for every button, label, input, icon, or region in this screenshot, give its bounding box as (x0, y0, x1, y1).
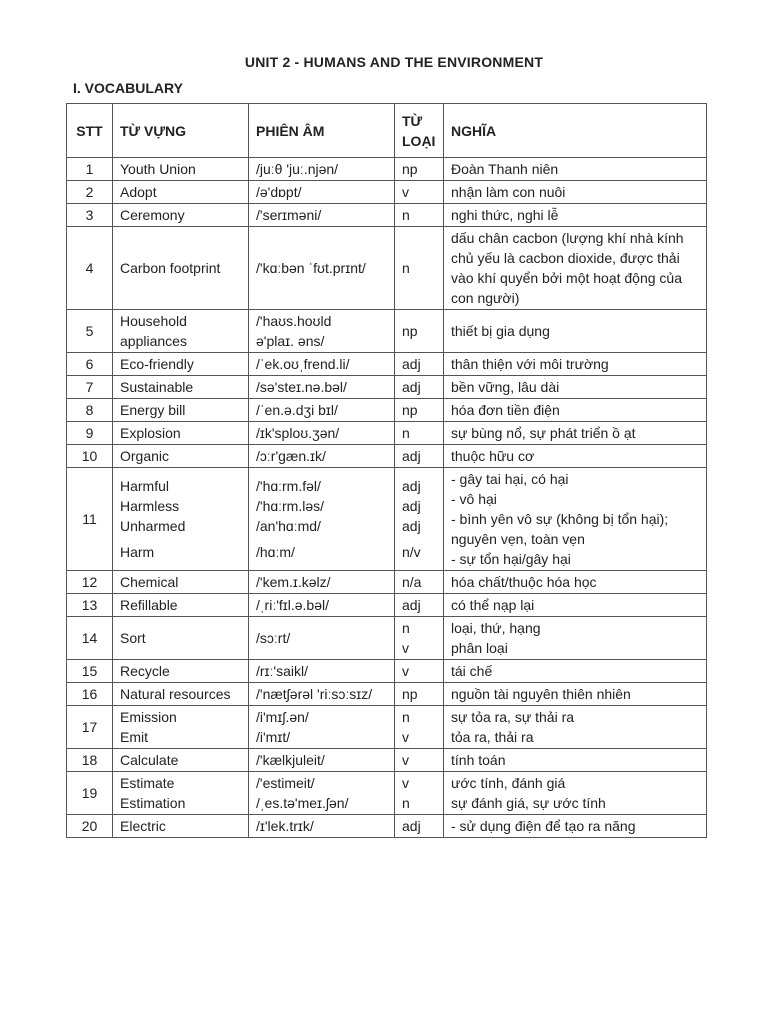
row-number: 4 (67, 227, 113, 310)
pos-cell (395, 749, 444, 772)
ipa-cell (249, 571, 395, 594)
pos-cell (395, 617, 444, 660)
pos-cell (395, 445, 444, 468)
part-of-speech: n/a (402, 574, 422, 590)
word-cell (113, 468, 249, 571)
table-header-row (67, 104, 707, 158)
phonetic-transcription: /ˈek.oʊˌfrend.li/ (256, 356, 350, 372)
vocab-word: Estimation (120, 795, 186, 811)
word-meaning: tái chế (451, 663, 493, 679)
meaning-cell (444, 749, 707, 772)
meaning-cell (444, 683, 707, 706)
phonetic-transcription: /'haʊs.hoʊld (256, 313, 332, 329)
row-number: 17 (67, 706, 113, 749)
word-cell (113, 181, 249, 204)
table-row (67, 815, 707, 838)
vocab-word: Youth Union (120, 161, 196, 177)
part-of-speech: n (402, 620, 410, 636)
pos-cell (395, 571, 444, 594)
pos-cell (395, 683, 444, 706)
word-cell (113, 815, 249, 838)
word-cell (113, 660, 249, 683)
section-title: I. VOCABULARY (73, 80, 183, 96)
meaning-cell (444, 310, 707, 353)
pos-cell (395, 227, 444, 310)
ipa-cell (249, 204, 395, 227)
header-ipa: PHIÊN ÂM (249, 104, 395, 158)
vocab-word: Eco-friendly (120, 356, 194, 372)
part-of-speech: n/v (402, 544, 421, 560)
word-meaning: thân thiện với môi trường (451, 356, 609, 372)
meaning-cell (444, 815, 707, 838)
phonetic-transcription: ə'plaɪ. əns/ (256, 333, 325, 349)
phonetic-transcription: /'hɑːrm.ləs/ (256, 498, 325, 514)
part-of-speech: adj (402, 597, 421, 613)
phonetic-transcription: /ˌriː'fɪl.ə.bəl/ (256, 597, 330, 613)
row-number: 20 (67, 815, 113, 838)
ipa-cell (249, 445, 395, 468)
row-number: 5 (67, 310, 113, 353)
pos-cell (395, 660, 444, 683)
word-meaning: hóa chất/thuộc hóa học (451, 574, 597, 590)
pos-cell (395, 204, 444, 227)
row-number: 8 (67, 399, 113, 422)
part-of-speech: np (402, 402, 418, 418)
row-number: 12 (67, 571, 113, 594)
meaning-cell (444, 594, 707, 617)
part-of-speech: n (402, 709, 410, 725)
row-number: 19 (67, 772, 113, 815)
header-word: TỪ VỰNG (113, 104, 249, 158)
row-number: 10 (67, 445, 113, 468)
ipa-cell (249, 749, 395, 772)
table-row (67, 445, 707, 468)
vocab-word: Household appliances (120, 313, 187, 349)
row-number: 18 (67, 749, 113, 772)
part-of-speech: np (402, 323, 418, 339)
header-pos: TỪ LOẠI (395, 104, 444, 158)
row-number: 13 (67, 594, 113, 617)
vocab-word: Ceremony (120, 207, 185, 223)
word-meaning: - vô hại (451, 491, 497, 507)
ipa-cell (249, 468, 395, 571)
word-meaning: loại, thứ, hạng (451, 620, 541, 636)
ipa-cell (249, 772, 395, 815)
phonetic-transcription: /'estimeit/ (256, 775, 315, 791)
ipa-cell (249, 617, 395, 660)
header-stt: STT (67, 104, 113, 158)
word-cell (113, 227, 249, 310)
phonetic-transcription: /'serɪməni/ (256, 207, 322, 223)
phonetic-transcription: /i'mɪt/ (256, 729, 291, 745)
pos-cell (395, 399, 444, 422)
ipa-cell (249, 683, 395, 706)
pos-cell (395, 376, 444, 399)
meaning-cell (444, 227, 707, 310)
vocab-word: Adopt (120, 184, 157, 200)
phonetic-transcription: /i'mɪʃ.ən/ (256, 709, 309, 725)
vocab-word: Explosion (120, 425, 181, 441)
header-meaning: NGHĨA (444, 104, 707, 158)
phonetic-transcription: /rɪː'saikl/ (256, 663, 308, 679)
word-meaning: có thể nạp lại (451, 597, 535, 613)
word-meaning: dấu chân cacbon (lượng khí nhà kính chủ yếu là cacbon dioxide, được thải vào khí quyển bởi một hoạt động của con người) (451, 230, 684, 306)
ipa-cell (249, 353, 395, 376)
part-of-speech: adj (402, 818, 421, 834)
row-number: 15 (67, 660, 113, 683)
row-number: 2 (67, 181, 113, 204)
phonetic-transcription: /sə'steɪ.nə.bəl/ (256, 379, 347, 395)
word-cell (113, 204, 249, 227)
word-meaning: - gây tai hại, có hại (451, 471, 569, 487)
word-cell (113, 376, 249, 399)
word-meaning: nhận làm con nuôi (451, 184, 566, 200)
pos-cell (395, 772, 444, 815)
meaning-cell (444, 772, 707, 815)
pos-cell (395, 310, 444, 353)
table-row (67, 468, 707, 571)
ipa-cell (249, 158, 395, 181)
phonetic-transcription: /juːθ 'juː.njən/ (256, 161, 339, 177)
table-row (67, 660, 707, 683)
row-number: 14 (67, 617, 113, 660)
meaning-cell (444, 204, 707, 227)
phonetic-transcription: /ˈen.ə.dʒi bɪl/ (256, 402, 338, 418)
pos-cell (395, 353, 444, 376)
table-row (67, 399, 707, 422)
meaning-cell (444, 445, 707, 468)
part-of-speech: v (402, 663, 409, 679)
word-cell (113, 594, 249, 617)
vocab-word: Sustainable (120, 379, 194, 395)
ipa-cell (249, 399, 395, 422)
meaning-cell (444, 468, 707, 571)
meaning-cell (444, 399, 707, 422)
word-meaning: thuộc hữu cơ (451, 448, 535, 464)
ipa-cell (249, 376, 395, 399)
phonetic-transcription: /'kem.ɪ.kəlz/ (256, 574, 331, 590)
word-meaning: - sử dụng điện để tạo ra năng (451, 818, 636, 834)
part-of-speech: v (402, 752, 409, 768)
word-meaning: ước tính, đánh giá (451, 775, 566, 791)
vocab-word: Sort (120, 630, 146, 646)
word-cell (113, 571, 249, 594)
meaning-cell (444, 571, 707, 594)
table-row (67, 706, 707, 749)
phonetic-transcription: /'hɑːrm.fəl/ (256, 478, 321, 494)
word-meaning: sự đánh giá, sự ước tính (451, 795, 606, 811)
word-cell (113, 353, 249, 376)
vocab-word: Energy bill (120, 402, 186, 418)
pos-cell (395, 468, 444, 571)
pos-cell (395, 706, 444, 749)
word-cell (113, 683, 249, 706)
word-meaning: nguồn tài nguyên thiên nhiên (451, 686, 631, 702)
vocab-word: Electric (120, 818, 166, 834)
vocab-word: Harmless (120, 498, 180, 514)
part-of-speech: v (402, 729, 409, 745)
phonetic-transcription: /'kɑːbən ˈfʊt.prɪnt/ (256, 260, 366, 276)
table-row (67, 158, 707, 181)
part-of-speech: n (402, 207, 410, 223)
word-meaning: bền vững, lâu dài (451, 379, 560, 395)
page-title: UNIT 2 - HUMANS AND THE ENVIRONMENT (244, 54, 544, 70)
part-of-speech: adj (402, 498, 421, 514)
table-row (67, 749, 707, 772)
vocab-word: Emit (120, 729, 148, 745)
ipa-cell (249, 660, 395, 683)
table-row (67, 310, 707, 353)
vocabulary-table (66, 103, 707, 838)
ipa-cell (249, 310, 395, 353)
vocab-word: Unharmed (120, 518, 186, 534)
table-row (67, 227, 707, 310)
part-of-speech: n (402, 260, 410, 276)
word-meaning: - bình yên vô sự (không bị tổn hại); nguyên vẹn, toàn vẹn (451, 511, 669, 547)
row-number: 7 (67, 376, 113, 399)
word-meaning: - sự tổn hại/gây hại (451, 551, 571, 567)
word-meaning: sự bùng nổ, sự phát triển ồ ạt (451, 425, 636, 441)
table-row (67, 772, 707, 815)
phonetic-transcription: /hɑːm/ (256, 544, 295, 560)
pos-cell (395, 815, 444, 838)
part-of-speech: v (402, 184, 409, 200)
vocab-word: Harmful (120, 478, 170, 494)
vocab-word: Organic (120, 448, 170, 464)
word-meaning: tính toán (451, 752, 506, 768)
vocab-word: Chemical (120, 574, 179, 590)
table-row (67, 353, 707, 376)
part-of-speech: adj (402, 379, 421, 395)
word-cell (113, 772, 249, 815)
part-of-speech: adj (402, 478, 421, 494)
pos-cell (395, 181, 444, 204)
vocab-word: Calculate (120, 752, 179, 768)
table-row (67, 376, 707, 399)
table-row (67, 617, 707, 660)
table-row (67, 571, 707, 594)
table-row (67, 422, 707, 445)
vocab-word: Natural resources (120, 686, 231, 702)
meaning-cell (444, 660, 707, 683)
phonetic-transcription: /ɪk'sploʊ.ʒən/ (256, 425, 340, 441)
part-of-speech: v (402, 640, 409, 656)
row-number: 6 (67, 353, 113, 376)
ipa-cell (249, 706, 395, 749)
word-meaning: sự tỏa ra, sự thải ra (451, 709, 575, 725)
word-cell (113, 422, 249, 445)
phonetic-transcription: /ə'dɒpt/ (256, 184, 302, 200)
pos-cell (395, 422, 444, 445)
word-meaning: phân loại (451, 640, 508, 656)
part-of-speech: adj (402, 356, 421, 372)
part-of-speech: np (402, 686, 418, 702)
meaning-cell (444, 158, 707, 181)
word-meaning: hóa đơn tiền điện (451, 402, 560, 418)
pos-cell (395, 158, 444, 181)
ipa-cell (249, 815, 395, 838)
part-of-speech: n (402, 425, 410, 441)
meaning-cell (444, 617, 707, 660)
phonetic-transcription: /an'hɑːmd/ (256, 518, 321, 534)
vocab-word: Carbon footprint (120, 260, 221, 276)
word-meaning: nghi thức, nghi lễ (451, 207, 559, 223)
table-row (67, 181, 707, 204)
ipa-cell (249, 422, 395, 445)
pos-cell (395, 594, 444, 617)
table-row (67, 683, 707, 706)
part-of-speech: n (402, 795, 410, 811)
row-number: 16 (67, 683, 113, 706)
vocab-word: Recycle (120, 663, 170, 679)
row-number: 9 (67, 422, 113, 445)
vocab-word: Estimate (120, 775, 175, 791)
phonetic-transcription: /ɪ'lek.trɪk/ (256, 818, 314, 834)
part-of-speech: np (402, 161, 418, 177)
meaning-cell (444, 353, 707, 376)
table-row (67, 204, 707, 227)
word-meaning: thiết bị gia dụng (451, 323, 550, 339)
meaning-cell (444, 181, 707, 204)
word-cell (113, 399, 249, 422)
meaning-cell (444, 422, 707, 445)
word-cell (113, 445, 249, 468)
word-cell (113, 706, 249, 749)
row-number: 11 (67, 468, 113, 571)
row-number: 3 (67, 204, 113, 227)
vocab-word: Refillable (120, 597, 178, 613)
table-row (67, 594, 707, 617)
part-of-speech: adj (402, 518, 421, 534)
vocab-word: Emission (120, 709, 177, 725)
row-number: 1 (67, 158, 113, 181)
part-of-speech: v (402, 775, 409, 791)
word-cell (113, 617, 249, 660)
phonetic-transcription: /'kælkjuleit/ (256, 752, 325, 768)
ipa-cell (249, 181, 395, 204)
vocab-word: Harm (120, 544, 155, 560)
word-meaning: Đoàn Thanh niên (451, 161, 559, 177)
word-cell (113, 158, 249, 181)
meaning-cell (444, 376, 707, 399)
phonetic-transcription: /'nætʃərəl 'riːsɔːsɪz/ (256, 686, 373, 702)
meaning-cell (444, 706, 707, 749)
word-cell (113, 749, 249, 772)
word-meaning: tỏa ra, thải ra (451, 729, 534, 745)
phonetic-transcription: /ɔːr'gæn.ɪk/ (256, 448, 326, 464)
phonetic-transcription: /sɔːrt/ (256, 630, 291, 646)
word-cell (113, 310, 249, 353)
phonetic-transcription: /ˌes.tə'meɪ.ʃən/ (256, 795, 349, 811)
ipa-cell (249, 594, 395, 617)
ipa-cell (249, 227, 395, 310)
part-of-speech: adj (402, 448, 421, 464)
